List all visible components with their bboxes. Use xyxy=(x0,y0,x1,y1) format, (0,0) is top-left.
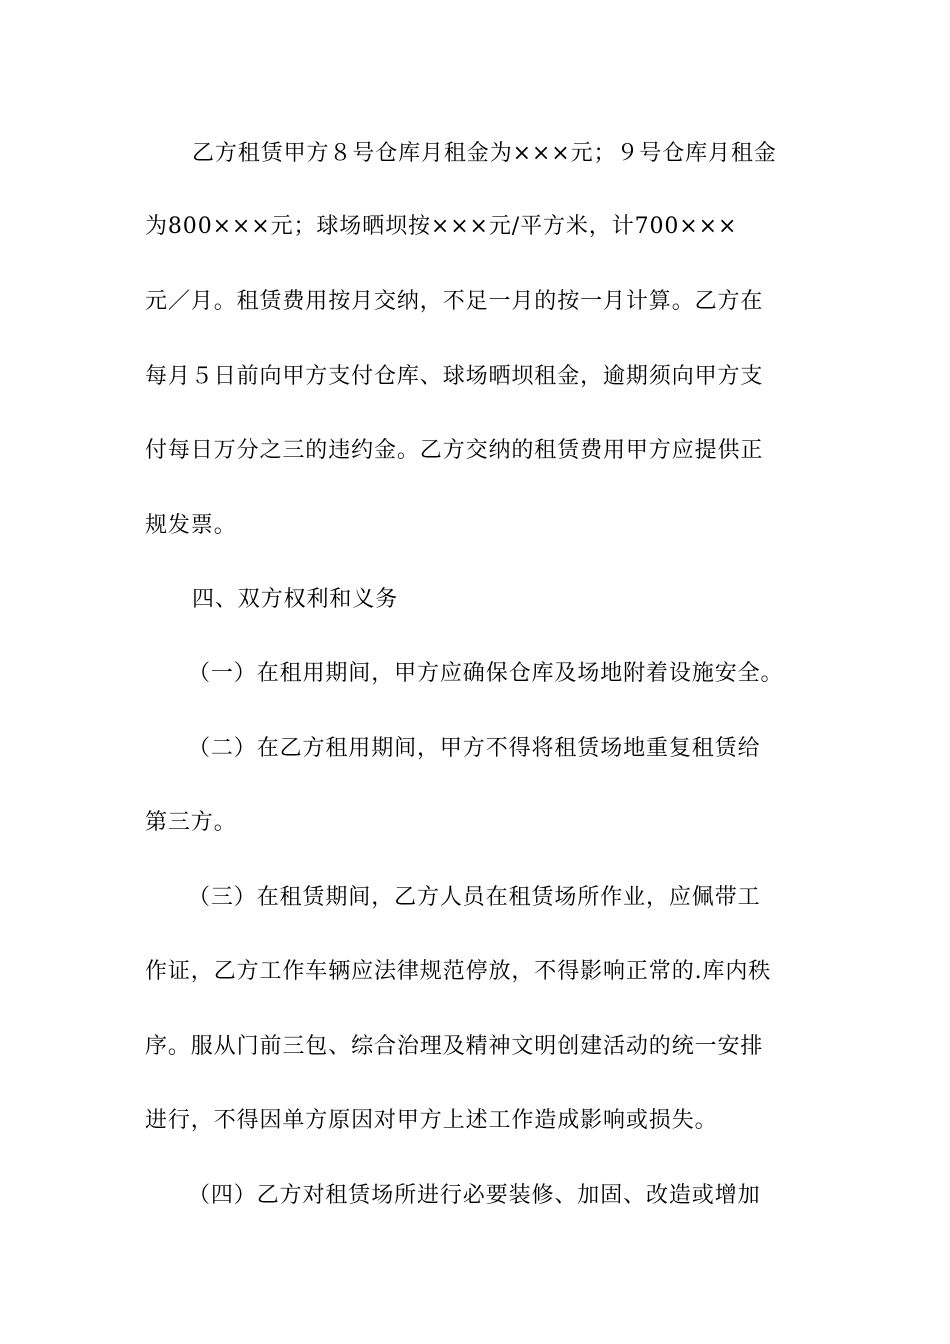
paragraph-line: （三）在租赁期间，乙方人员在租赁场所作业，应佩带工 xyxy=(188,885,761,910)
paragraph-line: 第三方。 xyxy=(145,810,237,835)
paragraph-line: 规发票。 xyxy=(145,513,237,538)
paragraph-line: （一）在租用期间，甲方应确保仓库及场地附着设施安全。 xyxy=(188,661,784,686)
paragraph-line: 序。服从门前三包、综合治理及精神文明创建活动的统一安排 xyxy=(145,1034,764,1059)
paragraph-line: 元／月。租赁费用按月交纳，不足一月的按一月计算。乙方在 xyxy=(145,289,764,314)
paragraph-line: （二）在乙方租用期间，甲方不得将租赁场地重复租赁给 xyxy=(188,736,761,761)
paragraph-line: （四）乙方对租赁场所进行必要装修、加固、改造或增加 xyxy=(188,1183,761,1208)
paragraph-line: 为800×××元；球场晒坝按×××元/平方米，计700××× xyxy=(145,214,738,239)
section-heading: 四、双方权利和义务 xyxy=(192,587,399,612)
paragraph-line: 进行，不得因单方原因对甲方上述工作造成影响或损失。 xyxy=(145,1108,718,1133)
paragraph-line: 作证，乙方工作车辆应法律规范停放，不得影响正常的.库内秩 xyxy=(145,959,772,984)
paragraph-line: 付每日万分之三的违约金。乙方交纳的租赁费用甲方应提供正 xyxy=(145,438,764,463)
paragraph-line: 每月５日前向甲方支付仓库、球场晒坝租金，逾期须向甲方支 xyxy=(145,364,764,389)
paragraph-line: 乙方租赁甲方８号仓库月租金为×××元；９号仓库月租金 xyxy=(192,141,777,166)
